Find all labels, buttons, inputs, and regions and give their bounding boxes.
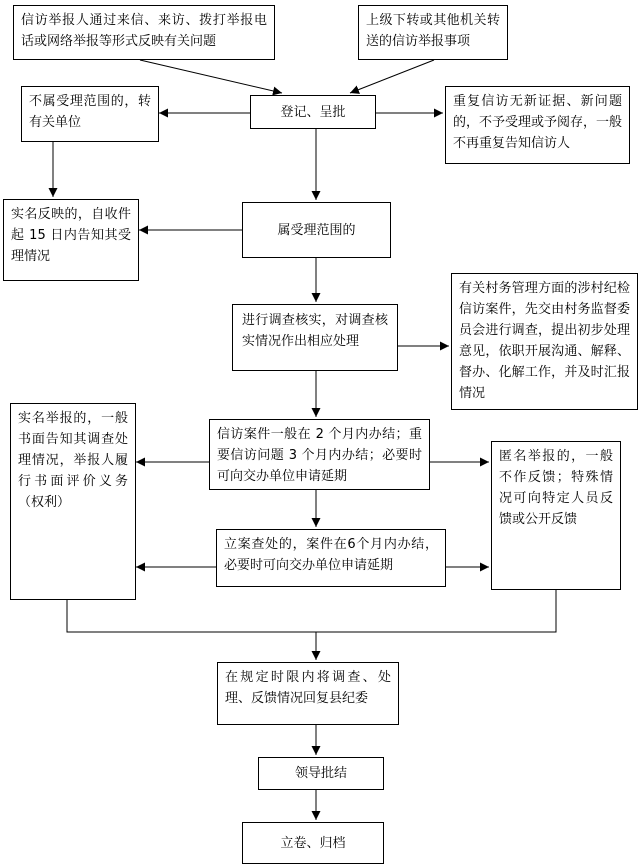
node-file-archive: 立卷、归档 [242, 822, 384, 864]
node-anonymous-report: 匿名举报的，一般不作反馈；特殊情况可向特定人员反馈或公开反馈 [491, 441, 621, 590]
node-report-channels: 信访举报人通过来信、来访、拨打举报电话或网络举报等形式反映有关问题 [13, 5, 275, 60]
node-village-affairs: 有关村务管理方面的涉村纪检信访案件，先交由村务监督委员会进行调查，提出初步处理意见，依职开展沟通、解释、督办、化解工作，并及时汇报情况 [451, 273, 638, 410]
node-repeat-petition: 重复信访无新证据、新问题的，不予受理或予阅存，一般不再重复告知信访人 [445, 86, 630, 164]
node-realname-reply: 实名举报的，一般书面告知其调查处理情况，举报人履行书面评价义务（权利） [10, 403, 136, 600]
merge-line [67, 590, 556, 632]
arrow-report-to-register [140, 60, 282, 93]
node-investigate: 进行调查核实，对调查核实情况作出相应处理 [232, 304, 398, 371]
node-register-approve: 登记、呈批 [250, 95, 376, 129]
node-realname-15-days: 实名反映的，自收件起 15 日内告知其受理情况 [3, 199, 139, 281]
arrow-transfer-to-register [350, 60, 434, 93]
node-transferred-matters: 上级下转或其他机关转送的信访举报事项 [358, 5, 508, 60]
node-reply-county-commission: 在规定时限内将调查、处理、反馈情况回复县纪委 [217, 662, 399, 725]
node-six-month-deadline: 立案查处的，案件在6个月内办结，必要时可向交办单位申请延期 [216, 529, 446, 587]
node-two-month-deadline: 信访案件一般在 2 个月内办结；重要信访问题 3 个月内办结；必要时可向交办单位申请延期 [209, 419, 430, 490]
node-out-of-scope: 不属受理范围的，转有关单位 [21, 86, 159, 142]
node-leader-approval: 领导批结 [258, 757, 384, 790]
node-in-scope: 属受理范围的 [242, 202, 391, 258]
